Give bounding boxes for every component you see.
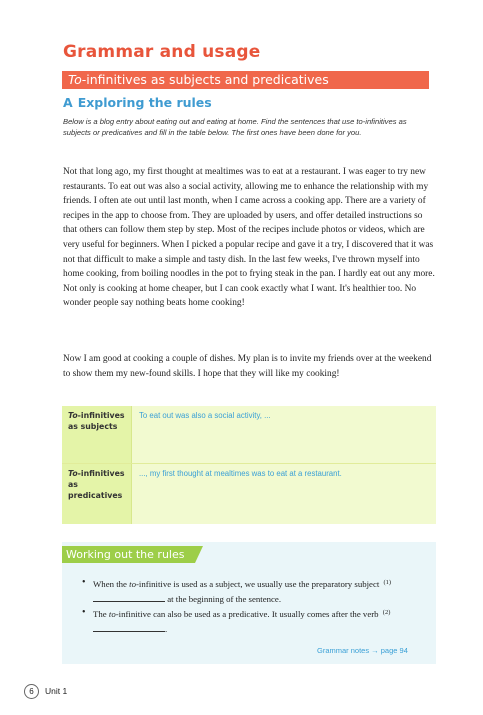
list-item (82, 606, 422, 636)
row-header-italic: To (68, 469, 78, 478)
answer-table (62, 406, 436, 524)
banner-text: -infinitives as subjects and predicatives (81, 72, 329, 87)
answer-blank-2[interactable] (93, 622, 168, 634)
rule-text: . (165, 623, 168, 634)
blank-number: (2) (382, 609, 391, 616)
answer-subjects[interactable]: To eat out was also a social activity, ... (139, 411, 271, 420)
answer-blank-1[interactable] (93, 592, 165, 602)
answer-predicatives[interactable]: ..., my first thought at mealtimes was to eat at a restaurant. (139, 469, 342, 478)
rules-list (82, 576, 422, 636)
list-item (82, 576, 422, 606)
row-header-text: -infinitives as subjects (68, 411, 125, 431)
table-row (62, 464, 436, 524)
section-letter: A (63, 95, 73, 110)
row-header-subjects (62, 406, 132, 463)
rules-box (62, 542, 436, 664)
unit-label: Unit 1 (45, 686, 68, 696)
rule-text: -infinitive is used as a subject, we usually use the preparatory subject (136, 579, 380, 589)
page-title: Grammar and usage (63, 42, 261, 62)
banner-italic: To (68, 72, 82, 87)
row-header-italic: To (68, 411, 78, 420)
passage-paragraph-1: Not that long ago, my first thought at mealtimes was to eat at a restaurant. I was eager to try new restaurants. To eat out was also a social activity, allowing me to enhance the relationship with my friends. I often ate out until last month, when I came across a cooking app. There are a variety of recipes in the app to choose from. They are uploaded by users, and offer detailed instructions so that others can follow them step by step. Most of the recipes include photos or videos, which are very useful for beginners. When I picked a popular recipe and gave it a try, I discovered that it was not that difficult to make a simple and tasty dish. In the last few weeks, I've thrown myself into home cooking, from boiling noodles in the pot to frying steak in the pan. I hardly eat out any more. Not only is cooking at home cheaper, but I can cook exactly what I want. It's healthier too. No wonder people say nothing beats home cooking! (63, 167, 435, 309)
blank-number: (1) (383, 579, 392, 586)
topic-banner (62, 71, 429, 89)
page-number: 6 (24, 684, 39, 699)
rule-italic: to (129, 579, 136, 589)
section-title: Exploring the rules (77, 95, 212, 110)
rules-label: Working out the rules (62, 546, 195, 563)
rule-text: When the (93, 579, 127, 589)
table-row (62, 406, 436, 464)
instructions: Below is a blog entry about eating out and eating at home. Find the sentences that use to-infinitives as subjects or predicatives and fill in the table below. The first ones have been done for you. (63, 117, 407, 137)
row-header-text: -infinitives as predicatives (68, 469, 125, 500)
section-heading (63, 95, 212, 110)
passage-paragraph-2: Now I am good at cooking a couple of dishes. My plan is to invite my friends over at the weekend to show them my new-found skills. I hope that they will like my cooking! (63, 354, 432, 379)
rule-text: The (93, 609, 107, 619)
rule-text: at the beginning of the sentence. (167, 593, 282, 604)
rule-text: -infinitive can also be used as a predicative. It usually comes after the verb (115, 609, 379, 619)
rule-italic: to (108, 609, 116, 619)
grammar-notes-link[interactable]: Grammar notes → page 94 (317, 646, 408, 655)
row-header-predicatives (62, 464, 132, 524)
